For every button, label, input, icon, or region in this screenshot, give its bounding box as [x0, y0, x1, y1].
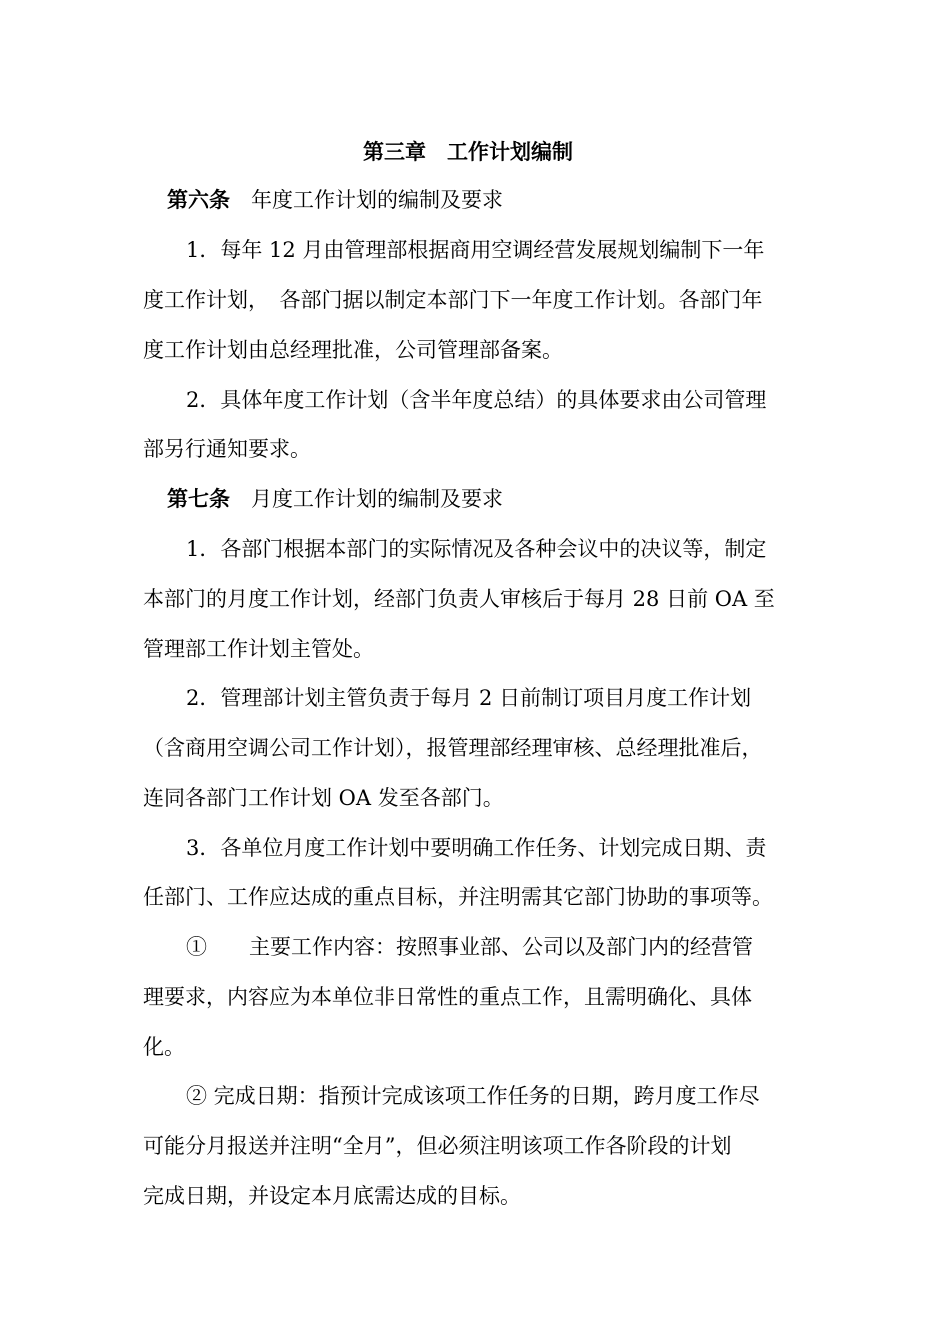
article-7-heading-row [167, 484, 503, 514]
article-7-item-1-line-2: 本部门的月度工作计划，经部门负责人审核后于每月 28 日前 OA 至 [143, 587, 775, 611]
article-6-item-1-line-1: 1．每年 12 月由管理部根据商用空调经营发展规划编制下一年 [186, 238, 765, 262]
article-6-item-2-line-1: 2．具体年度工作计划（含半年度总结）的具体要求由公司管理 [186, 388, 767, 412]
article-7-item-2-line-2: （含商用空调公司工作计划），报管理部经理审核、总经理批准后， [143, 736, 763, 760]
article-7-label: 第七条 [167, 486, 230, 511]
article-7-subitem-1-line-3: 化。 [143, 1035, 185, 1059]
article-7-item-2-line-1: 2．管理部计划主管负责于每月 2 日前制订项目月度工作计划 [186, 686, 752, 710]
article-7-item-1-line-3: 管理部工作计划主管处。 [143, 637, 374, 661]
article-7-item-1-line-1: 1．各部门根据本部门的实际情况及各种会议中的决议等，制定 [186, 537, 767, 561]
article-6-item-1-line-2: 度工作计划， 各部门据以制定本部门下一年度工作计划。各部门年 [143, 288, 763, 312]
article-7-subitem-1-line-1: ① 主要工作内容：按照事业部、公司以及部门内的经营管 [186, 935, 753, 959]
chapter-title: 第三章 工作计划编制 [363, 139, 573, 164]
article-7-item-3-line-2: 任部门、工作应达成的重点目标，并注明需其它部门协助的事项等。 [143, 885, 773, 909]
article-7-subitem-1-line-2: 理要求，内容应为本单位非日常性的重点工作，且需明确化、具体 [143, 985, 752, 1009]
article-6-item-1-line-3: 度工作计划由总经理批准，公司管理部备案。 [143, 338, 563, 362]
article-7-subitem-2-line-3: 完成日期，并设定本月底需达成的目标。 [143, 1184, 521, 1208]
article-6-heading-row [167, 185, 503, 215]
article-7-subitem-2-line-1: ② 完成日期：指预计完成该项工作任务的日期，跨月度工作尽 [186, 1084, 760, 1108]
article-6-item-2-line-2: 部另行通知要求。 [143, 437, 311, 461]
article-7-item-3-line-1: 3．各单位月度工作计划中要明确工作任务、计划完成日期、责 [186, 836, 767, 860]
article-7-subitem-2-line-2: 可能分月报送并注明“全月”，但必须注明该项工作各阶段的计划 [143, 1134, 732, 1158]
article-6-heading: 年度工作计划的编制及要求 [251, 188, 503, 212]
article-6-label: 第六条 [167, 187, 230, 212]
article-7-item-2-line-3: 连同各部门工作计划 OA 发至各部门。 [143, 786, 504, 810]
article-7-heading: 月度工作计划的编制及要求 [251, 487, 503, 511]
